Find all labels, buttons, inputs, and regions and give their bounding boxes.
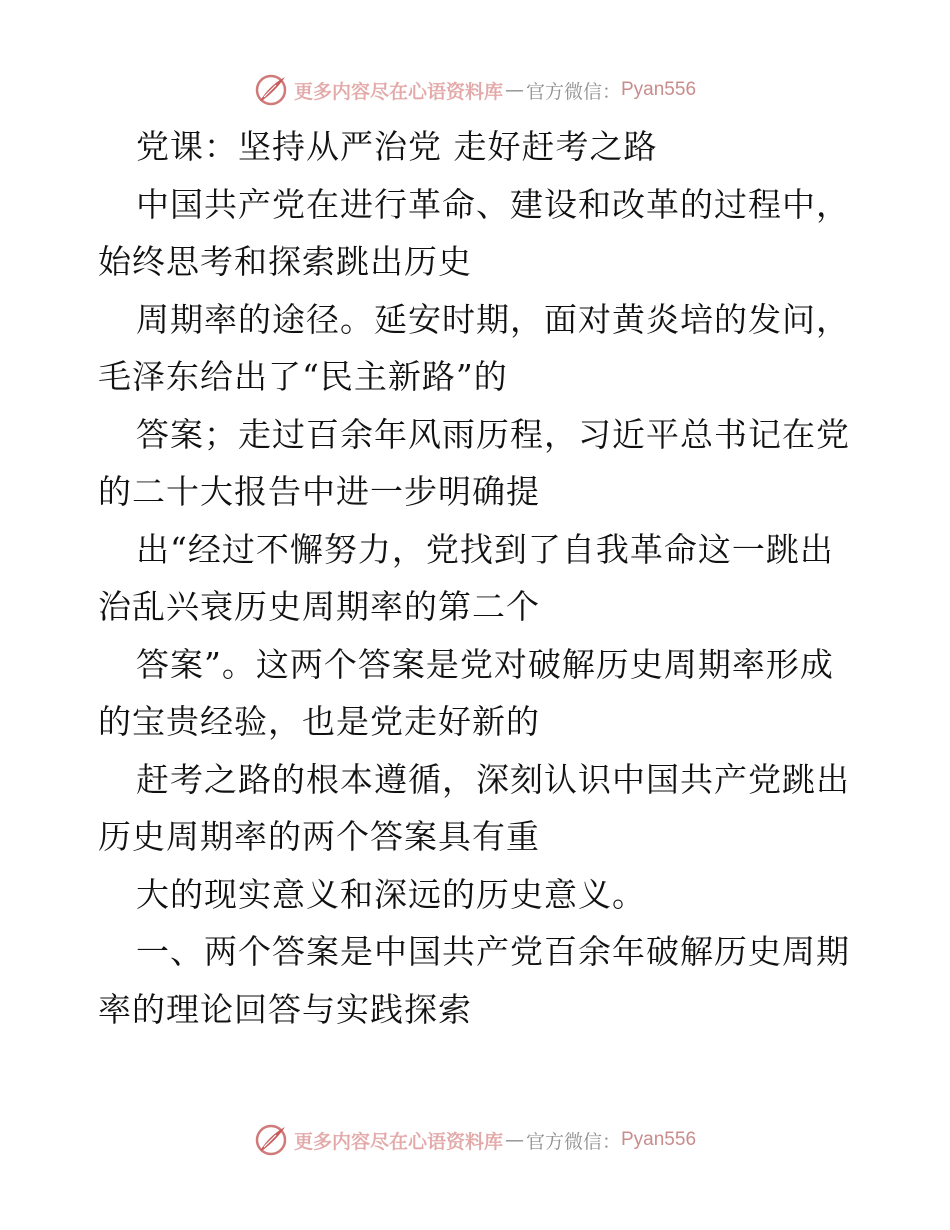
watermark-separator: — (504, 79, 524, 101)
paragraph-line: 治乱兴衰历史周期率的第二个 (98, 587, 540, 626)
watermark-sub-text: 官方微信： (525, 80, 621, 103)
watermark-wechat-id: Pyan556 (621, 79, 697, 100)
document-title: 党课：坚持从严治党 走好赶考之路 (136, 127, 658, 166)
feather-pen-logo-icon (254, 1123, 288, 1157)
paragraph-line: 始终思考和探索跳出历史 (98, 242, 472, 281)
watermark-sub-text: 官方微信： (525, 1130, 621, 1153)
paragraph-line: 的二十大报告中进一步明确提 (98, 472, 540, 511)
watermark-main-text: 更多内容尽在心语资料库 (293, 80, 503, 103)
paragraph-line: 出“经过不懈努力，党找到了自我革命这一跳出 (136, 529, 834, 569)
paragraph-line: 历史周期率的两个答案具有重 (98, 817, 540, 856)
watermark-main-text: 更多内容尽在心语资料库 (293, 1130, 503, 1153)
section-heading-continuation: 率的理论回答与实践探索 (98, 989, 472, 1029)
document-body (98, 118, 850, 1038)
paragraph-line: 的宝贵经验，也是党走好新的 (98, 702, 540, 741)
paragraph-line: 周期率的途径。延安时期，面对黄炎培的发问， (136, 299, 850, 339)
section-heading: 一、两个答案是中国共产党百余年破解历史周期 (136, 932, 850, 971)
paragraph-line: 中国共产党在进行革命、建设和改革的过程中， (136, 184, 850, 224)
paragraph-line: 毛泽东给出了“民主新路”的 (98, 357, 508, 396)
paragraph-line: 答案；走过百余年风雨历程，习近平总书记在党 (136, 414, 850, 454)
paragraph-line: 赶考之路的根本遵循，深刻认识中国共产党跳出 (136, 759, 850, 799)
header-watermark (0, 70, 950, 110)
watermark-wechat-id: Pyan556 (621, 1129, 697, 1150)
watermark-separator: — (504, 1129, 524, 1151)
paragraph-line: 大的现实意义和深远的历史意义。 (136, 874, 646, 914)
feather-pen-logo-icon (254, 73, 288, 107)
paragraph-line: 答案”。这两个答案是党对破解历史周期率形成 (136, 644, 834, 684)
footer-watermark (0, 1120, 950, 1160)
